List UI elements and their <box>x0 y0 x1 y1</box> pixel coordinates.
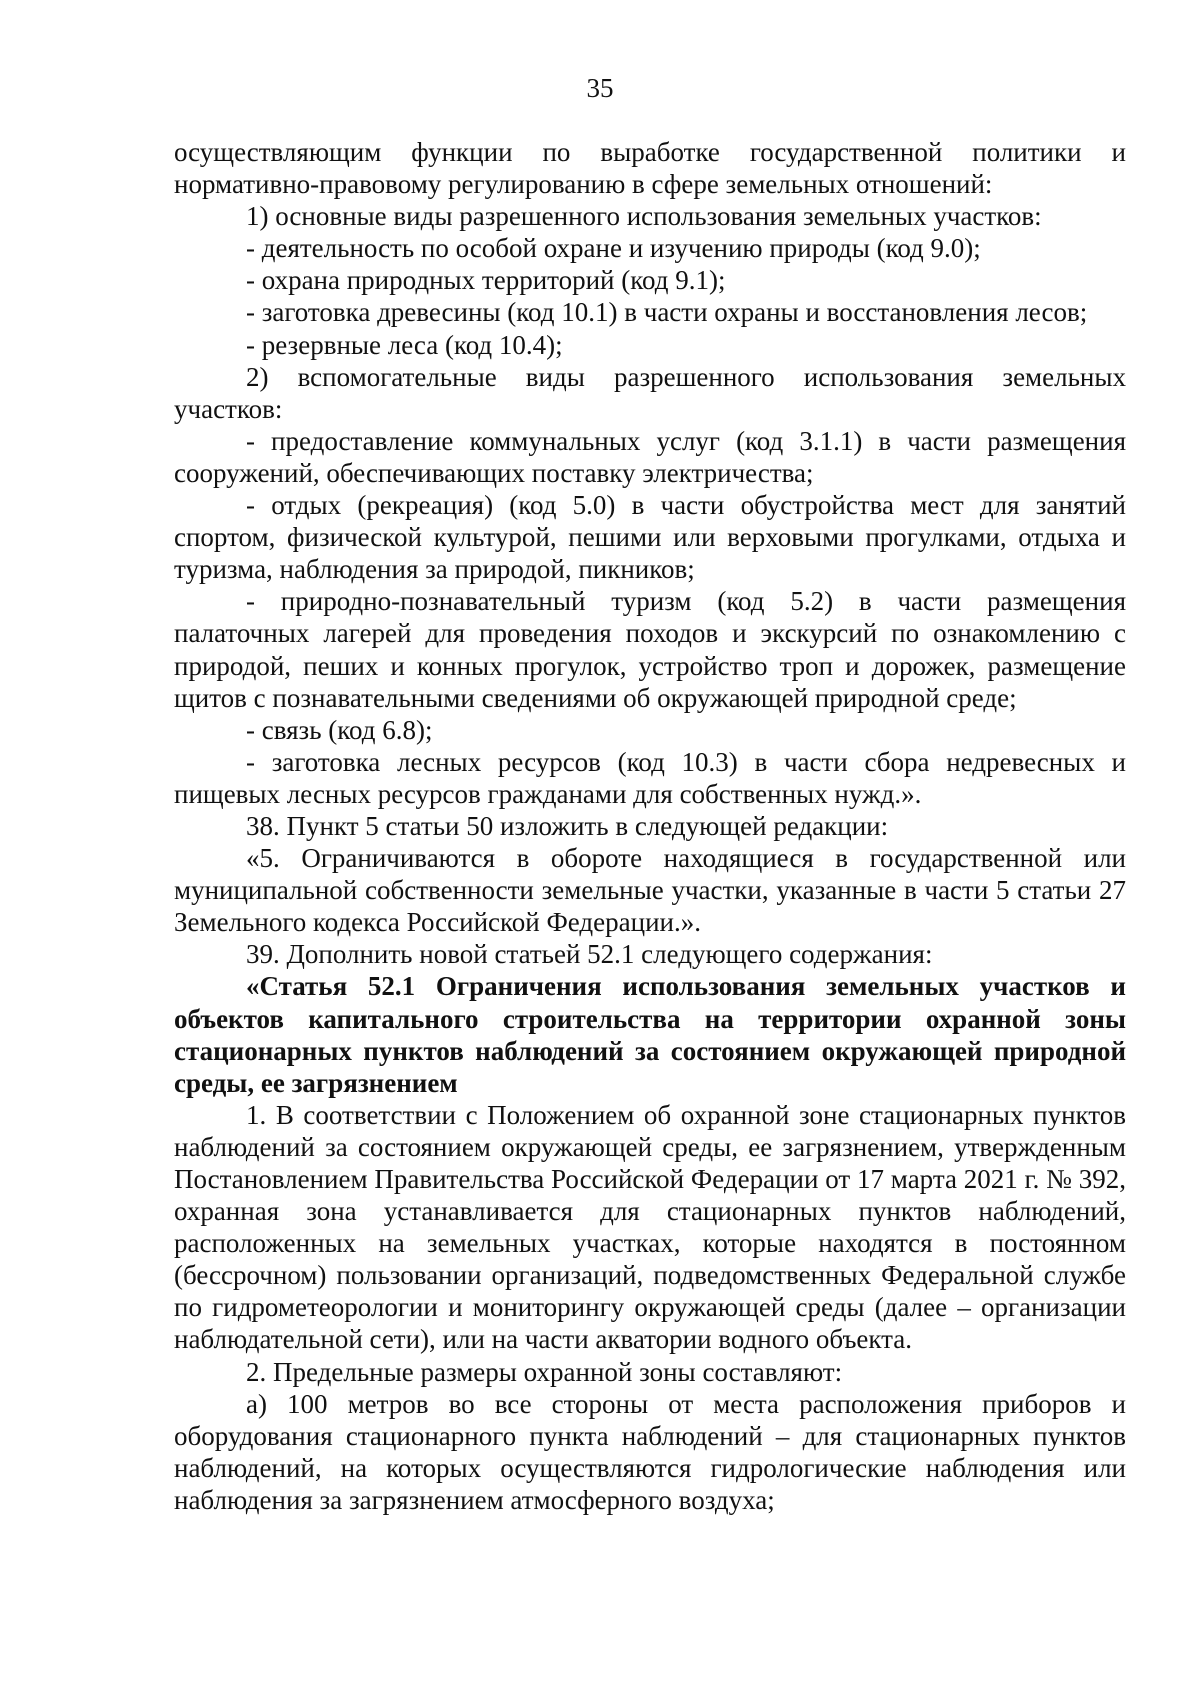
paragraph-clause-2: 2. Предельные размеры охранной зоны составляют: <box>246 1356 843 1387</box>
paragraph-item-38: 38. Пункт 5 статьи 50 изложить в следующей редакции: <box>246 810 889 841</box>
document-body <box>174 136 1126 1516</box>
paragraph-clause-1: 1. В соответствии с Положением об охранной зоне стационарных пунктов наблюдений за состоянием окружающей среды, ее загрязнением, утвержденным Постановлением Правительства Российской Федерации от 17 марта 2021 г. № 392, охранная зона устанавливается для стационарных пунктов наблюдений, расположенных на земельных участках, которые находятся в постоянном (бессрочном) пользовании организаций, подведомственных Федеральной службе по гидрометеорологии и мониторингу окружающей среды (далее – организации наблюдательной сети), или на части акватории водного объекта. <box>174 1099 1126 1355</box>
list-item: - охрана природных территорий (код 9.1); <box>246 265 726 296</box>
page-number: 35 <box>586 73 614 103</box>
paragraph-intro: осуществляющим функции по выработке государственной политики и нормативно-правовому регулированию в сфере земельных отношений: <box>174 137 1126 200</box>
list-item: - деятельность по особой охране и изучению природы (код 9.0); <box>246 233 981 264</box>
paragraph-quote: «5. Ограничиваются в обороте находящиеся в государственной или муниципальной собственности земельные участки, указанные в части 5 статьи 27 Земельного кодекса Российской Федерации.». <box>174 843 1126 938</box>
paragraph-main-uses: 1) основные виды разрешенного использования земельных участков: <box>246 201 1042 232</box>
list-item: - заготовка древесины (код 10.1) в части охраны и восстановления лесов; <box>246 297 1088 328</box>
article-heading: «Статья 52.1 Ограничения использования земельных участков и объектов капитального строительства на территории охранной зоны стационарных пунктов наблюдений за состоянием окружающей природной среды, ее загрязнением <box>174 971 1126 1098</box>
paragraph-auxiliary-uses: 2) вспомогательные виды разрешенного использования земельных участков: <box>174 361 1126 424</box>
list-item: - природно-познавательный туризм (код 5.2) в части размещения палаточных лагерей для проведения походов и экскурсий по ознакомлению с природой, пеших и конных прогулок, устройство троп и дорожек, размещение щитов с познавательными сведениями об окружающей природной среде; <box>174 586 1126 713</box>
list-item: - заготовка лесных ресурсов (код 10.3) в части сбора недревесных и пищевых лесных ресурсов гражданами для собственных нужд.». <box>174 746 1126 809</box>
list-item: - резервные леса (код 10.4); <box>246 329 563 360</box>
paragraph-subclause-a: а) 100 метров во все стороны от места расположения приборов и оборудования стационарного пункта наблюдений – для стационарных пунктов наблюдений, на которых осуществляются гидрологические наблюдения или наблюдения за загрязнением атмосферного воздуха; <box>174 1388 1126 1515</box>
paragraph-item-39: 39. Дополнить новой статьей 52.1 следующего содержания: <box>246 939 933 970</box>
list-item: - предоставление коммунальных услуг (код 3.1.1) в части размещения сооружений, обеспечивающих поставку электричества; <box>174 425 1126 488</box>
list-item: - связь (код 6.8); <box>246 714 433 745</box>
list-item: - отдых (рекреация) (код 5.0) в части обустройства мест для занятий спортом, физической культурой, пешими или верховыми прогулками, отдыха и туризма, наблюдения за природой, пикников; <box>174 490 1126 585</box>
